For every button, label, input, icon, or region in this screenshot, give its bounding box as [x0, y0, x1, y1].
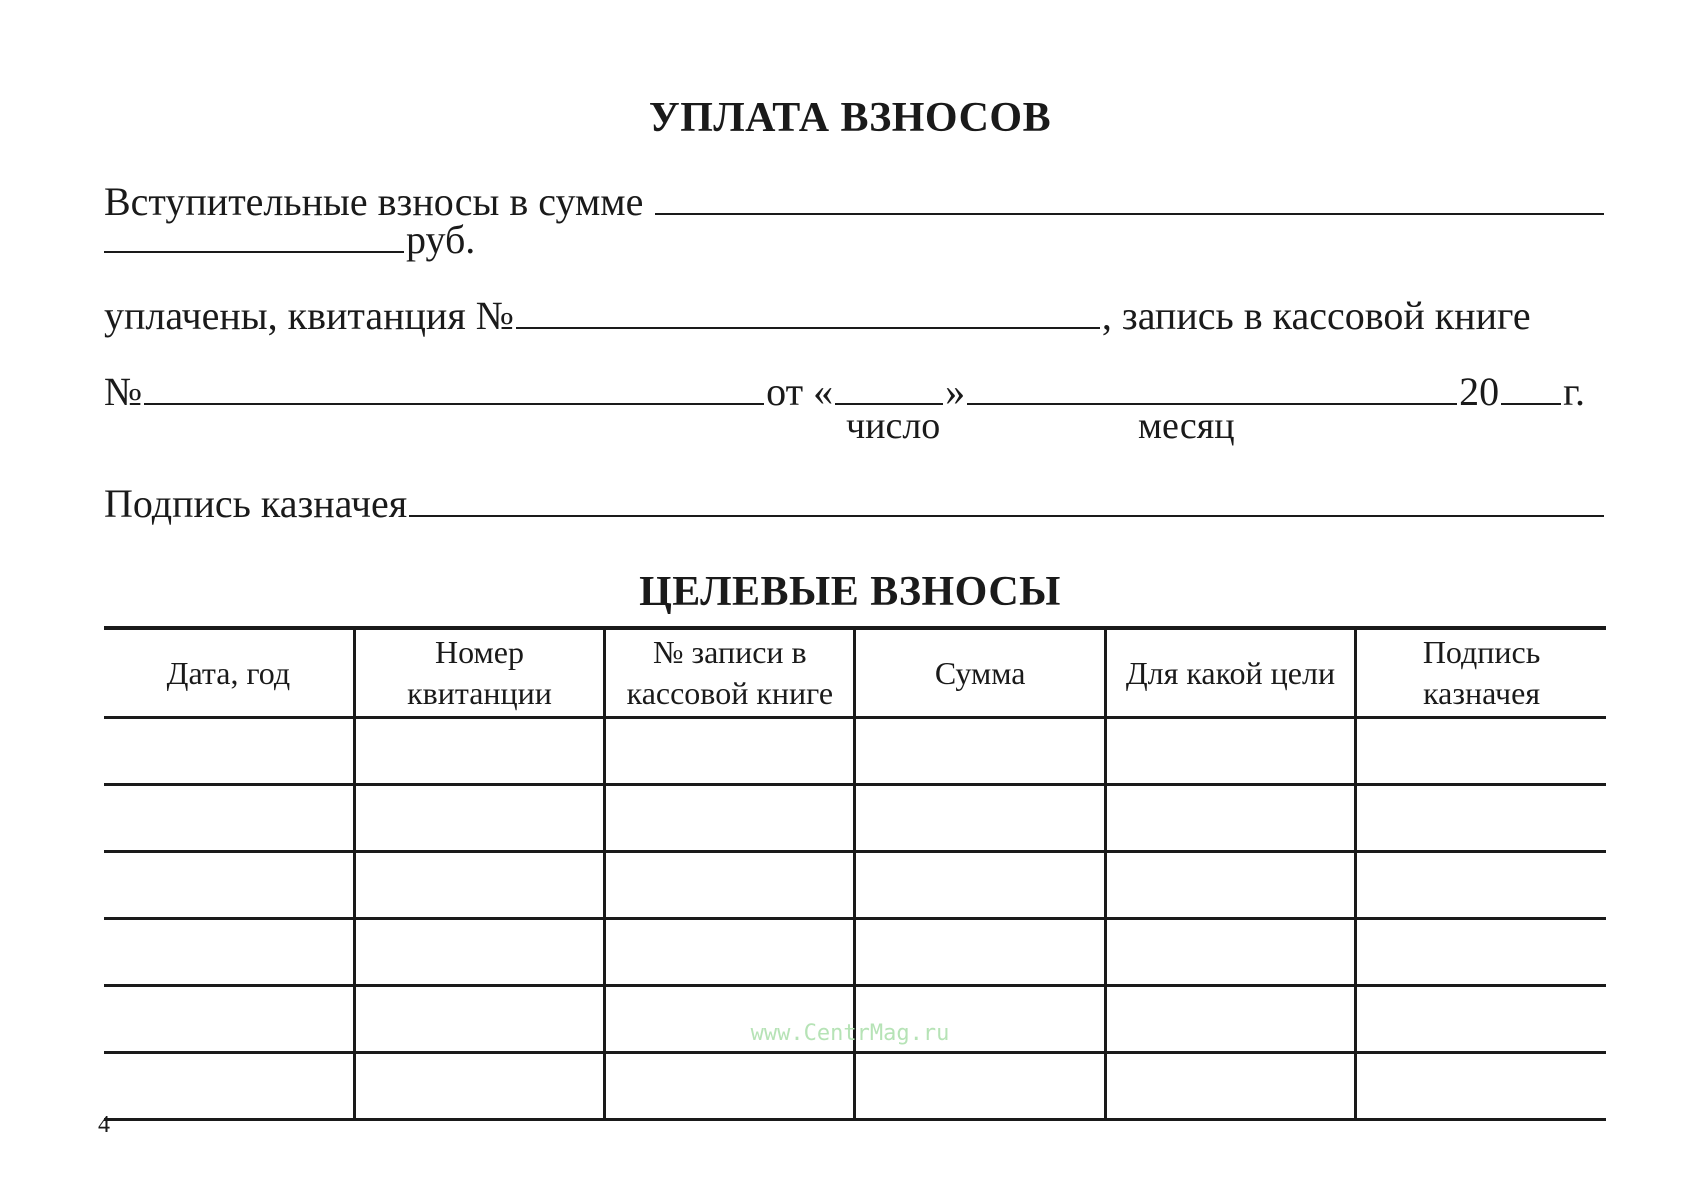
table-row — [104, 919, 1606, 986]
table-cell[interactable] — [855, 718, 1105, 785]
table-row — [104, 1053, 1606, 1120]
table-cell[interactable] — [354, 1053, 604, 1120]
from-label: от « — [766, 369, 834, 414]
header-receipt-number: Номер квитанции — [354, 628, 604, 718]
treasurer-signature-label: Подпись казначея — [104, 481, 408, 526]
table-cell[interactable] — [1105, 852, 1355, 919]
table-cell[interactable] — [104, 1053, 354, 1120]
entry-fee-amount-field[interactable] — [655, 179, 1604, 215]
table-cell[interactable] — [605, 852, 855, 919]
table-cell[interactable] — [354, 718, 604, 785]
header-amount: Сумма — [855, 628, 1105, 718]
treasurer-signature-line — [104, 480, 1606, 528]
table-cell[interactable] — [1105, 785, 1355, 852]
watermark: www.CentrMag.ru — [750, 1021, 950, 1046]
rub-label: руб. — [406, 217, 476, 262]
paid-receipt-label: уплачены, квитанция № — [104, 293, 514, 338]
table-cell[interactable] — [354, 919, 604, 986]
table-cell[interactable] — [855, 919, 1105, 986]
header-date: Дата, год — [104, 628, 354, 718]
target-section-title: ЦЕЛЕВЫЕ ВЗНОСЫ — [639, 569, 1061, 615]
table-row — [104, 852, 1606, 919]
table-cell[interactable] — [1356, 852, 1606, 919]
month-caption: месяц — [1138, 405, 1235, 447]
payment-section-title: УПЛАТА ВЗНОСОВ — [648, 95, 1052, 141]
table-header-row — [104, 628, 1606, 718]
number-sign-label: № — [104, 369, 143, 414]
table-row — [104, 785, 1606, 852]
table-cell[interactable] — [1105, 718, 1355, 785]
table-cell[interactable] — [855, 1053, 1105, 1120]
cashbook-entry-number-field[interactable] — [144, 369, 764, 405]
close-quote: » — [945, 369, 966, 414]
table-cell[interactable] — [1356, 919, 1606, 986]
table-cell[interactable] — [104, 919, 354, 986]
table-cell[interactable] — [1105, 1053, 1355, 1120]
table-cell[interactable] — [605, 919, 855, 986]
year-prefix: 20 — [1459, 369, 1500, 414]
receipt-line — [104, 292, 1606, 340]
year-suffix: г. — [1563, 369, 1586, 414]
table-cell[interactable] — [1356, 1053, 1606, 1120]
day-field[interactable] — [835, 369, 943, 405]
table-cell[interactable] — [104, 785, 354, 852]
target-fees-table — [104, 626, 1606, 1121]
header-cashbook-entry: № записи в кассовой книге — [605, 628, 855, 718]
table-cell[interactable] — [104, 852, 354, 919]
treasurer-signature-field[interactable] — [409, 481, 1604, 517]
table-cell[interactable] — [855, 852, 1105, 919]
table-cell[interactable] — [605, 785, 855, 852]
year-field[interactable] — [1501, 369, 1561, 405]
table-cell[interactable] — [605, 718, 855, 785]
day-caption: число — [846, 405, 941, 447]
table-cell[interactable] — [354, 785, 604, 852]
cashbook-label: , запись в кассовой книге — [1101, 293, 1531, 338]
receipt-number-field[interactable] — [516, 293, 1100, 329]
table-cell[interactable] — [354, 852, 604, 919]
rub-line — [104, 216, 1606, 264]
page-number: 4 — [98, 1112, 110, 1138]
entry-fee-amount-field-cont[interactable] — [104, 217, 404, 253]
month-field[interactable] — [967, 369, 1457, 405]
table-cell[interactable] — [605, 1053, 855, 1120]
table-cell[interactable] — [104, 718, 354, 785]
table-body — [104, 718, 1606, 1120]
table-cell[interactable] — [1105, 919, 1355, 986]
table-cell[interactable] — [1356, 718, 1606, 785]
entry-fee-label: Вступительные взносы в сумме — [104, 179, 644, 224]
header-purpose: Для какой цели — [1105, 628, 1355, 718]
table-cell[interactable] — [1356, 785, 1606, 852]
table-row — [104, 718, 1606, 785]
header-treasurer-signature: Подпись казначея — [1356, 628, 1606, 718]
table-cell[interactable] — [855, 785, 1105, 852]
